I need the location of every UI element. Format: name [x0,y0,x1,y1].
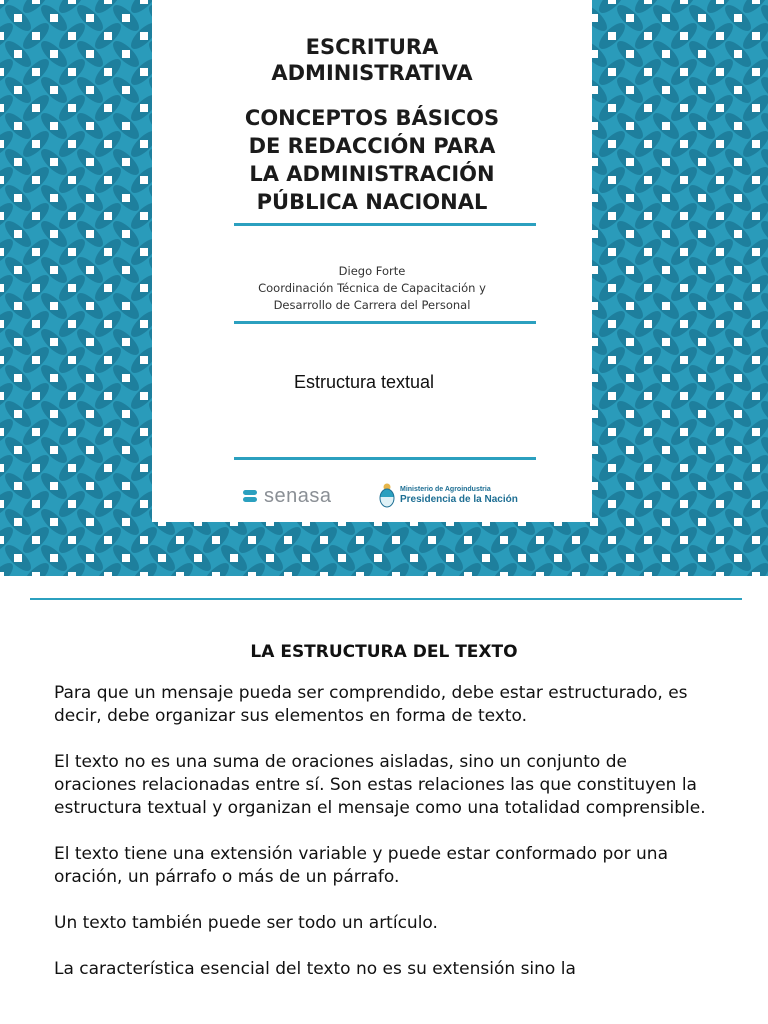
cover-rule-bottom [234,457,536,460]
document-body [54,642,714,1004]
title-line-2: ADMINISTRATIVA [271,61,473,85]
senasa-icon [242,489,258,503]
paragraph: Un texto también puede ser todo un artículo. [54,913,438,933]
section-title: Estructura textual [293,372,435,392]
subtitle-line-4: PÚBLICA NACIONAL [256,190,488,214]
cover-rule-middle [234,321,536,324]
presidency-logo [378,482,518,508]
author-name: Diego Forte [338,264,406,278]
senasa-logo [242,484,332,508]
page-divider [30,598,742,600]
paragraph: El texto tiene una extensión variable y puede estar conformado por una oración, un párrafo o más de un párrafo. [54,844,669,887]
cover-rule-top [234,223,536,226]
senasa-wordmark: senasa [264,484,332,507]
ministry-label: Ministerio de Agroindustria [400,485,491,493]
document-heading: LA ESTRUCTURA DEL TEXTO [250,642,518,662]
subtitle-line-3: LA ADMINISTRACIÓN [249,162,495,186]
subtitle-line-2: DE REDACCIÓN PARA [248,134,496,158]
cover-subtitle [152,104,592,216]
affiliation-line-1: Coordinación Técnica de Capacitación y [258,281,486,295]
presidency-label: Presidencia de la Nación [400,493,518,505]
coat-of-arms-icon [378,482,396,508]
cover-card [152,0,592,522]
affiliation-line-2: Desarrollo de Carrera del Personal [273,298,471,312]
paragraph: La característica esencial del texto no es su extensión sino la [54,959,576,979]
paragraph: Para que un mensaje pueda ser comprendido, debe estar estructurado, es decir, debe organizar sus elementos en forma de texto. [54,683,688,726]
author-block [152,263,592,314]
paragraph: El texto no es una suma de oraciones aisladas, sino un conjunto de oraciones relacionadas entre sí. Son estas relaciones las que constituyen la estructura textual y organizan el mensaje como una totalidad comprensible. [54,752,706,818]
subtitle-line-1: CONCEPTOS BÁSICOS [244,106,500,130]
title-line-1: ESCRITURA [305,35,439,59]
cover-title [152,34,592,86]
